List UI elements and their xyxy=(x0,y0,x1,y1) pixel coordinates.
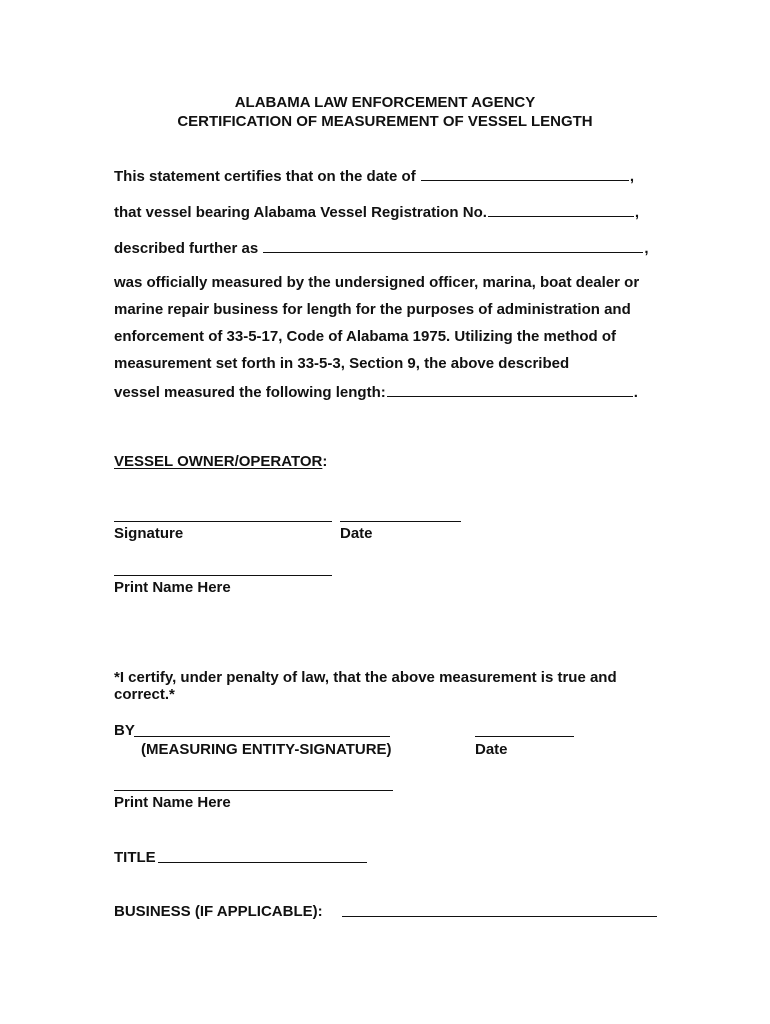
comma: , xyxy=(634,204,640,221)
measuring-entity-signature-line[interactable] xyxy=(134,736,390,737)
comma: , xyxy=(629,168,635,185)
owner-heading xyxy=(114,453,327,471)
statement-date-label: This statement certifies that on the date of xyxy=(114,168,416,185)
date-field[interactable] xyxy=(421,166,629,181)
certify-date-label: Date xyxy=(475,741,508,758)
certify-date-line[interactable] xyxy=(475,736,574,737)
statement-date-line xyxy=(114,166,634,186)
certify-print-name-label: Print Name Here xyxy=(114,794,231,811)
paragraph-line-1: was officially measured by the undersigned officer, marina, boat dealer or xyxy=(114,274,640,291)
certify-line-1: *I certify, under penalty of law, that the above measurement is true and xyxy=(114,669,617,686)
owner-date-label: Date xyxy=(340,525,373,542)
length-label: vessel measured the following length: xyxy=(114,384,386,401)
paragraph-line-4: measurement set forth in 33-5-3, Section 9, the above described xyxy=(114,355,570,372)
by-label: BY xyxy=(114,722,135,739)
comma: , xyxy=(644,240,649,257)
owner-print-name-line[interactable] xyxy=(114,575,332,576)
length-line xyxy=(114,382,638,402)
registration-label: that vessel bearing Alabama Vessel Registration No. xyxy=(114,204,487,221)
registration-number-field[interactable] xyxy=(488,202,634,217)
owner-date-line[interactable] xyxy=(340,521,461,522)
description-field[interactable] xyxy=(263,238,643,253)
period: . xyxy=(633,384,638,401)
title-line[interactable] xyxy=(158,862,367,863)
paragraph-line-3: enforcement of 33-5-17, Code of Alabama 1975. Utilizing the method of xyxy=(114,328,617,345)
title-label: TITLE xyxy=(114,849,156,866)
document-title: CERTIFICATION OF MEASUREMENT OF VESSEL LENGTH xyxy=(177,113,593,130)
registration-line xyxy=(114,202,639,222)
length-field[interactable] xyxy=(387,382,633,397)
measuring-entity-label: (MEASURING ENTITY-SIGNATURE) xyxy=(141,741,392,758)
business-label: BUSINESS (IF APPLICABLE): xyxy=(114,903,323,920)
owner-signature-label: Signature xyxy=(114,525,184,542)
description-label: described further as xyxy=(114,240,259,257)
certify-line-2: correct.* xyxy=(114,686,175,703)
agency-name: ALABAMA LAW ENFORCEMENT AGENCY xyxy=(234,94,536,111)
certify-print-name-line[interactable] xyxy=(114,790,393,791)
owner-print-name-label: Print Name Here xyxy=(114,579,231,596)
business-line[interactable] xyxy=(342,916,657,917)
description-line xyxy=(114,238,649,258)
paragraph-line-2: marine repair business for length for the purposes of administration and xyxy=(114,301,631,318)
owner-heading-colon: : xyxy=(322,453,328,470)
owner-heading-text: VESSEL OWNER/OPERATOR xyxy=(114,453,323,470)
owner-signature-line[interactable] xyxy=(114,521,332,522)
